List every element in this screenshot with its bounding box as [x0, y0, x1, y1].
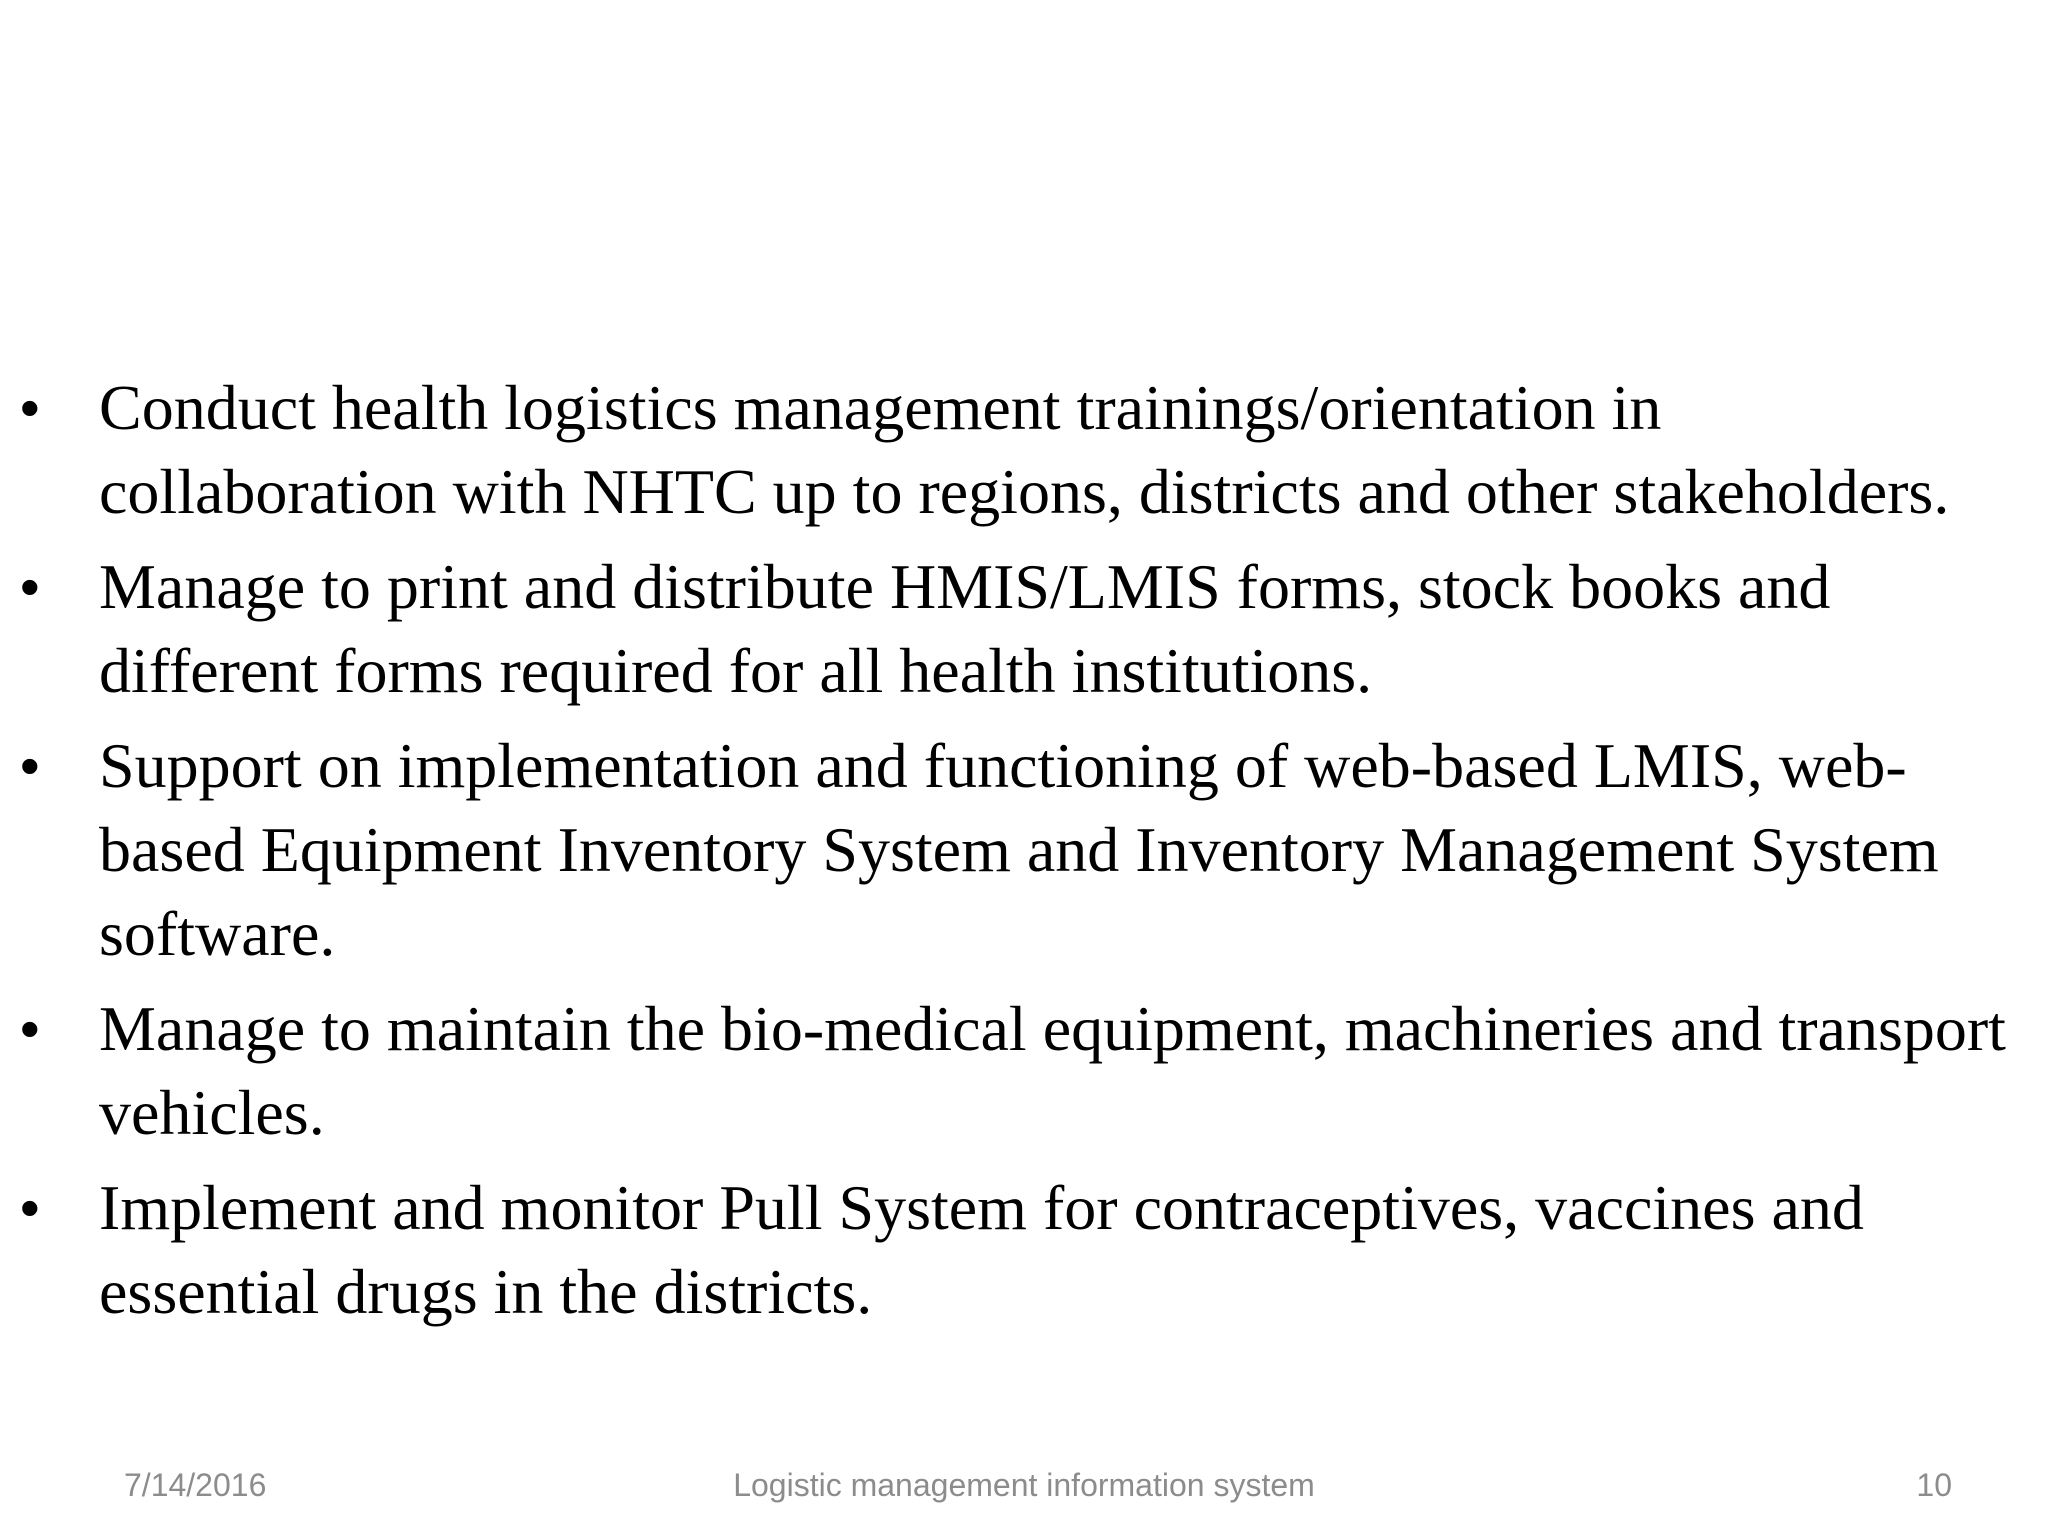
bullet-item — [0, 987, 2048, 1155]
bullet-icon: • — [20, 997, 40, 1060]
bullet-icon: • — [20, 1176, 40, 1239]
bullet-icon: • — [20, 734, 40, 797]
bullet-item — [0, 545, 2048, 713]
bullet-text: Implement and monitor Pull System for contraceptives, vaccines and essential drugs in the districts. — [99, 1172, 1864, 1327]
bullet-text: Conduct health logistics management trainings/orientation in collaboration with NHTC up to regions, districts and other stakeholders. — [99, 372, 1950, 527]
footer-title: Logistic management information system — [733, 1467, 1315, 1503]
bullet-list — [0, 366, 2048, 1345]
bullet-item — [0, 724, 2048, 976]
footer-date: 7/14/2016 — [124, 1467, 267, 1503]
bullet-text: Manage to maintain the bio-medical equipment, machineries and transport vehicles. — [99, 993, 2006, 1148]
bullet-icon: • — [20, 376, 40, 439]
bullet-text: Manage to print and distribute HMIS/LMIS forms, stock books and different forms required for all health institutions. — [99, 551, 1831, 706]
bullet-icon: • — [20, 555, 40, 618]
bullet-item — [0, 1166, 2048, 1334]
bullet-text: Support on implementation and functioning of web-based LMIS, web-based Equipment Inventory System and Inventory Management System software. — [99, 730, 1939, 969]
bullet-item — [0, 366, 2048, 534]
slide-number: 10 — [1916, 1467, 1952, 1503]
